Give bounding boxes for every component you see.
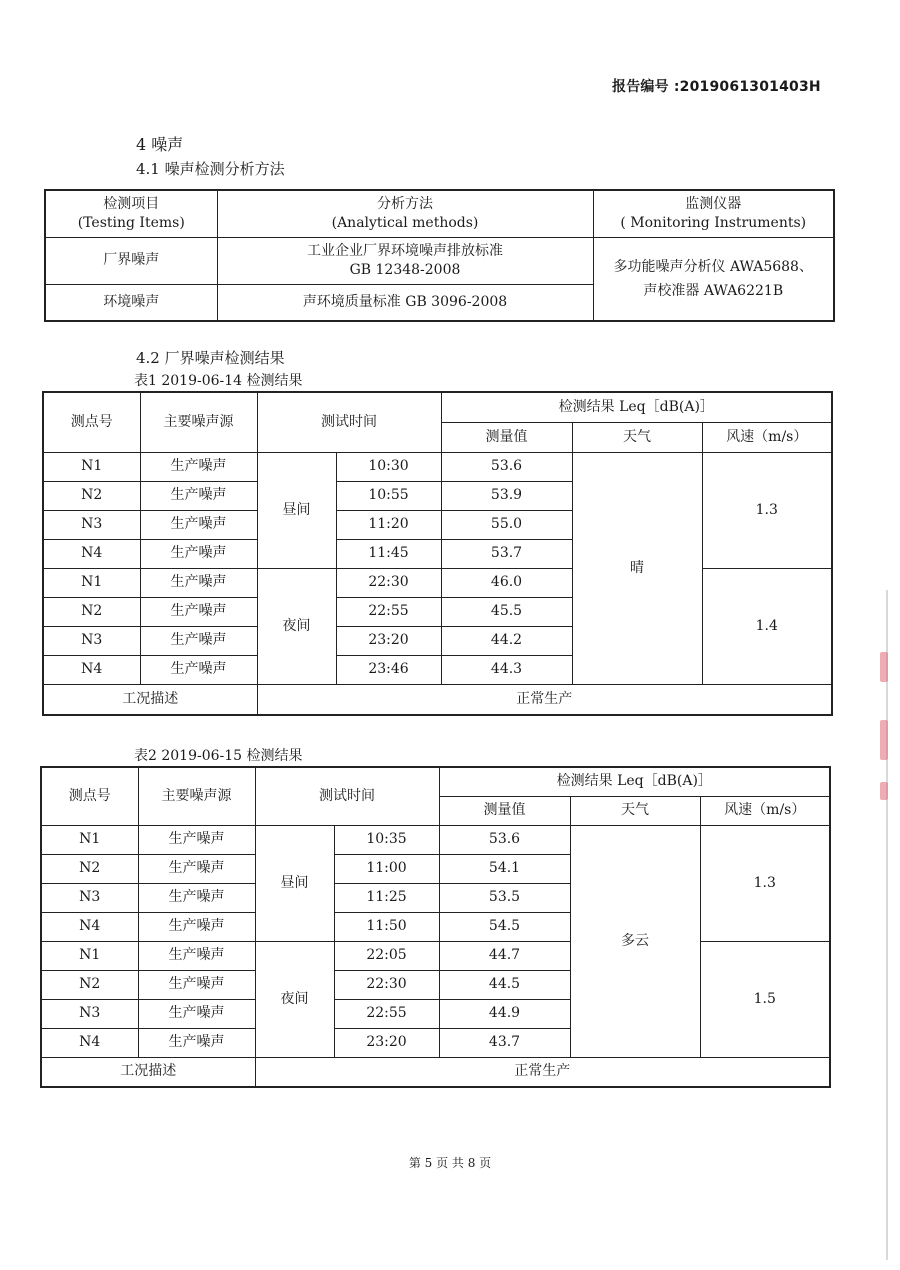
measured-value-cell: 44.3 — [441, 655, 572, 684]
report-number: 报告编号 :2019061301403H — [612, 79, 821, 95]
header-time: 测试时间 — [255, 767, 439, 825]
time-cell: 11:45 — [336, 539, 441, 568]
source-cell: 生产噪声 — [140, 597, 257, 626]
measured-value-cell: 53.6 — [441, 452, 572, 481]
measured-value-cell: 53.9 — [441, 481, 572, 510]
header-point: 测点号 — [41, 767, 138, 825]
point-cell: N4 — [43, 655, 140, 684]
time-cell: 23:20 — [334, 1028, 439, 1057]
source-cell: 生产噪声 — [140, 568, 257, 597]
measured-value-cell: 46.0 — [441, 568, 572, 597]
header-cn: 分析方法 — [377, 195, 433, 212]
measured-value-cell: 43.7 — [439, 1028, 570, 1057]
header-result: 检测结果 Leq［dB(A)］ — [439, 767, 830, 796]
scan-edge-line — [886, 590, 888, 1260]
header-weather: 天气 — [570, 796, 700, 825]
point-cell: N3 — [41, 999, 138, 1028]
methods-table — [44, 189, 835, 322]
measured-value-cell: 53.6 — [439, 825, 570, 854]
table-row — [41, 941, 830, 970]
method-boundary-noise — [217, 237, 593, 284]
point-cell: N1 — [41, 825, 138, 854]
seal-fragment — [880, 652, 888, 682]
condition-value-cell: 正常生产 — [255, 1057, 830, 1087]
time-cell: 10:35 — [334, 825, 439, 854]
instrument-cell — [593, 237, 834, 321]
method-line: GB 12348-2008 — [349, 261, 461, 278]
measured-value-cell: 53.7 — [441, 539, 572, 568]
method-line: 工业企业厂界环境噪声排放标准 — [307, 242, 503, 259]
source-cell: 生产噪声 — [138, 825, 255, 854]
table-row — [43, 452, 832, 481]
header-en: ( Monitoring Instruments) — [620, 214, 807, 231]
time-cell: 22:30 — [336, 568, 441, 597]
subsection-methods-title: 4.1 噪声检测分析方法 — [136, 160, 285, 178]
header-time: 测试时间 — [257, 392, 441, 452]
source-cell: 生产噪声 — [140, 539, 257, 568]
source-cell: 生产噪声 — [140, 655, 257, 684]
seal-fragment — [880, 720, 888, 760]
source-cell: 生产噪声 — [140, 626, 257, 655]
weather-cell: 多云 — [570, 825, 700, 1057]
header-en: (Analytical methods) — [331, 214, 479, 231]
subsection-results-title: 4.2 厂界噪声检测结果 — [136, 349, 285, 367]
point-cell: N4 — [41, 912, 138, 941]
source-cell: 生产噪声 — [138, 912, 255, 941]
header-source: 主要噪声源 — [140, 392, 257, 452]
measured-value-cell: 44.5 — [439, 970, 570, 999]
time-cell: 22:30 — [334, 970, 439, 999]
condition-label-cell: 工况描述 — [41, 1057, 255, 1087]
source-cell: 生产噪声 — [140, 510, 257, 539]
source-cell: 生产噪声 — [138, 883, 255, 912]
table-row — [41, 825, 830, 854]
measured-value-cell: 53.5 — [439, 883, 570, 912]
item-boundary-noise: 厂界噪声 — [45, 237, 217, 284]
source-cell: 生产噪声 — [140, 481, 257, 510]
time-cell: 22:05 — [334, 941, 439, 970]
source-cell: 生产噪声 — [138, 854, 255, 883]
header-measured: 测量值 — [441, 422, 572, 452]
header-en: (Testing Items) — [77, 214, 185, 231]
header-testing-items — [45, 190, 217, 237]
method-environmental-noise: 声环境质量标准 GB 3096-2008 — [217, 284, 593, 321]
period-day-cell: 昼间 — [257, 452, 336, 568]
measured-value-cell: 44.2 — [441, 626, 572, 655]
time-cell: 23:46 — [336, 655, 441, 684]
instrument-line: 多功能噪声分析仪 AWA5688、 — [613, 258, 813, 275]
time-cell: 11:00 — [334, 854, 439, 883]
wind-night-cell: 1.5 — [700, 941, 830, 1057]
point-cell: N4 — [41, 1028, 138, 1057]
header-source: 主要噪声源 — [138, 767, 255, 825]
wind-day-cell: 1.3 — [700, 825, 830, 941]
page-footer: 第 5 页 共 8 页 — [408, 1156, 492, 1170]
results-table-2 — [40, 766, 831, 1088]
time-cell: 22:55 — [334, 999, 439, 1028]
header-result: 检测结果 Leq［dB(A)］ — [441, 392, 832, 422]
period-night-cell: 夜间 — [257, 568, 336, 684]
period-night-cell: 夜间 — [255, 941, 334, 1057]
point-cell: N2 — [41, 970, 138, 999]
instrument-line: 声校准器 AWA6221B — [643, 282, 784, 299]
measured-value-cell: 55.0 — [441, 510, 572, 539]
measured-value-cell: 44.9 — [439, 999, 570, 1028]
header-weather: 天气 — [572, 422, 702, 452]
header-point: 测点号 — [43, 392, 140, 452]
point-cell: N1 — [43, 568, 140, 597]
source-cell: 生产噪声 — [138, 1028, 255, 1057]
time-cell: 11:25 — [334, 883, 439, 912]
condition-value-cell: 正常生产 — [257, 684, 832, 715]
period-day-cell: 昼间 — [255, 825, 334, 941]
header-wind: 风速（m/s） — [702, 422, 832, 452]
weather-cell: 晴 — [572, 452, 702, 684]
seal-fragment — [880, 782, 888, 800]
condition-label-cell: 工况描述 — [43, 684, 257, 715]
point-cell: N3 — [43, 626, 140, 655]
measured-value-cell: 44.7 — [439, 941, 570, 970]
point-cell: N3 — [41, 883, 138, 912]
section-title: 4 噪声 — [136, 135, 184, 154]
header-wind: 风速（m/s） — [700, 796, 830, 825]
point-cell: N1 — [43, 452, 140, 481]
item-environmental-noise: 环境噪声 — [45, 284, 217, 321]
point-cell: N2 — [43, 597, 140, 626]
time-cell: 22:55 — [336, 597, 441, 626]
header-cn: 监测仪器 — [685, 195, 742, 212]
point-cell: N2 — [41, 854, 138, 883]
measured-value-cell: 45.5 — [441, 597, 572, 626]
measured-value-cell: 54.1 — [439, 854, 570, 883]
time-cell: 11:20 — [336, 510, 441, 539]
time-cell: 11:50 — [334, 912, 439, 941]
table2-caption: 表2 2019-06-15 检测结果 — [134, 748, 303, 764]
point-cell: N1 — [41, 941, 138, 970]
table-row — [43, 568, 832, 597]
header-cn: 检测项目 — [103, 195, 160, 212]
wind-night-cell: 1.4 — [702, 568, 832, 684]
point-cell: N2 — [43, 481, 140, 510]
time-cell: 10:30 — [336, 452, 441, 481]
source-cell: 生产噪声 — [138, 999, 255, 1028]
time-cell: 10:55 — [336, 481, 441, 510]
results-table-1 — [42, 391, 833, 716]
measured-value-cell: 54.5 — [439, 912, 570, 941]
source-cell: 生产噪声 — [140, 452, 257, 481]
header-measured: 测量值 — [439, 796, 570, 825]
point-cell: N4 — [43, 539, 140, 568]
wind-day-cell: 1.3 — [702, 452, 832, 568]
point-cell: N3 — [43, 510, 140, 539]
header-analytical-methods — [217, 190, 593, 237]
table1-caption: 表1 2019-06-14 检测结果 — [134, 373, 303, 389]
source-cell: 生产噪声 — [138, 970, 255, 999]
header-monitoring-instruments — [593, 190, 834, 237]
source-cell: 生产噪声 — [138, 941, 255, 970]
time-cell: 23:20 — [336, 626, 441, 655]
